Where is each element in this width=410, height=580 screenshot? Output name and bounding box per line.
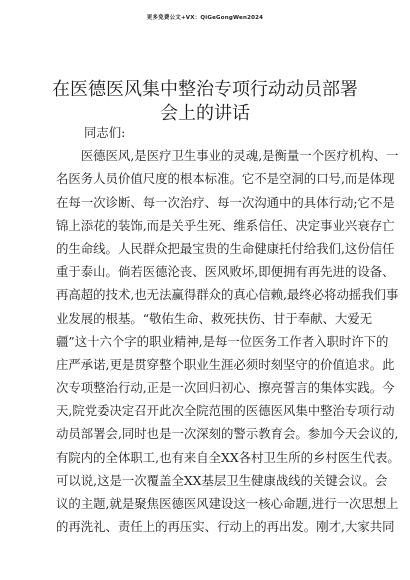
header-note: 更多免费公文+VX：QiGeGongWen2024 xyxy=(146,15,264,21)
body-line: 再高超的技术,也无法赢得群众的真心信赖,最终必将动摇我们事 xyxy=(56,287,399,303)
body-line: 动员部署会,同时也是一次深刻的警示教育会。参加今天会议的, xyxy=(56,426,399,442)
body-line: 锦上添花的装饰,而是关乎生死、维系信任、决定事业兴衰存亡 xyxy=(56,217,395,233)
body-line: 业发展的根基。“敬佑生命、救死扶伤、甘于奉献、大爱无 xyxy=(56,310,373,326)
body-line: 次专项整治行动,正是一次回归初心、擦亮誓言的集体实践。今 xyxy=(56,380,395,396)
body-line: 医德医风,是医疗卫生事业的灵魂,是衡量一个医疗机构、一 xyxy=(56,148,399,164)
document-title: 在医德医风集中整治专项行动动员部署会上的讲话 xyxy=(52,79,358,124)
body-line: 天,院党委决定召开此次全院范围的医德医风集中整治专项行动 xyxy=(56,403,395,419)
body-line: 在每一次诊断、每一次治疗、每一次沟通中的具体行动;它不是 xyxy=(56,194,395,210)
salutation: 同志们: xyxy=(84,125,126,140)
body-line: 可以说,这是一次覆盖全XX基层卫生健康战线的关键会议。会 xyxy=(56,472,388,488)
body-line: 的生命线。人民群众把最宝贵的生命健康托付给我们,这份信任 xyxy=(56,240,395,256)
document-body xyxy=(56,121,400,538)
body-line: 议的主题,就是聚焦医德医风建设这一核心命题,进行一次思想上 xyxy=(56,496,399,511)
body-line: 有院内的全体职工,也有来自全XX各村卫生所的乡村医生代表。 xyxy=(56,449,400,465)
body-line: 重于泰山。倘若医德沦丧、医风败坏,即便拥有再先进的设备、 xyxy=(56,264,395,280)
body-line: 疆”这十六个字的职业精神,是每一位医务工作者入职时许下的 xyxy=(56,333,389,349)
body-line: 名医务人员价值尺度的根本标准。它不是空洞的口号,而是体现 xyxy=(56,171,395,187)
body-line: 庄严承诺,更是贯穿整个职业生涯必须时刻坚守的价值追求。此 xyxy=(56,356,395,372)
body-line: 的再洗礼、责任上的再压实、行动上的再出发。刚才,大家共同 xyxy=(56,519,395,535)
